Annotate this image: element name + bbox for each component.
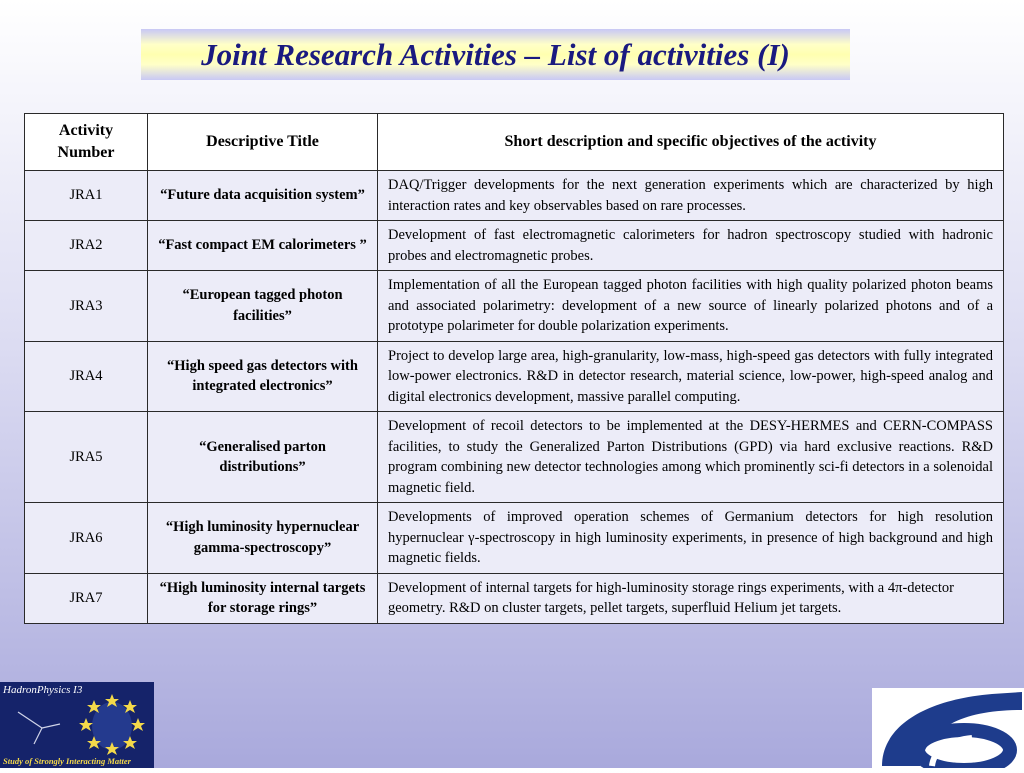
table-row [25, 221, 1004, 271]
activity-title: “High luminosity hypernuclear gamma-spectroscopy” [148, 503, 378, 574]
hadronphysics-logo [0, 682, 154, 768]
activity-number: JRA6 [25, 503, 148, 574]
table-row [25, 412, 1004, 503]
table-header-row [25, 114, 1004, 171]
activity-title: “High speed gas detectors with integrated electronics” [148, 341, 378, 412]
table-row [25, 573, 1004, 623]
table-row [25, 171, 1004, 221]
activity-number: JRA1 [25, 171, 148, 221]
activity-description: Developments of improved operation schemes of Germanium detectors for high resolution hypernuclear γ-spectroscopy in high luminosity experiments, in presence of high background and high magnetic fields. [378, 503, 1004, 574]
title-banner [141, 29, 850, 80]
activity-number: JRA4 [25, 341, 148, 412]
activity-number: JRA3 [25, 271, 148, 342]
activity-number: JRA2 [25, 221, 148, 271]
logo-top-text: HadronPhysics I3 [3, 684, 83, 696]
activity-description: DAQ/Trigger developments for the next generation experiments which are characterized by high interaction rates and key observables based on rare processes. [378, 171, 1004, 221]
table-row [25, 271, 1004, 342]
activity-title: “Generalised parton distributions” [148, 412, 378, 503]
activity-number: JRA5 [25, 412, 148, 503]
activity-title: “Future data acquisition system” [148, 171, 378, 221]
activity-number: JRA7 [25, 573, 148, 623]
fp6-logo-icon [872, 688, 1024, 768]
logo-bottom-text: Study of Strongly Interacting Matter [3, 756, 131, 766]
activity-title: “European tagged photon facilities” [148, 271, 378, 342]
activity-description: Development of internal targets for high-luminosity storage rings experiments, with a 4π-detector geometry. R&D on cluster targets, pellet targets, superfluid Helium jet targets. [378, 573, 1004, 623]
activities-table [24, 113, 1004, 624]
header-short-description: Short description and specific objectives of the activity [378, 114, 1004, 171]
header-activity-number: Activity Number [25, 114, 148, 171]
activity-description: Development of recoil detectors to be implemented at the DESY-HERMES and CERN-COMPASS facilities, to study the Generalized Parton Distributions (GPD) via hard exclusive reactions. R&D program combining new detector technologies among which prominently sci-fi detectors in a solenoidal magnetic field. [378, 412, 1004, 503]
activity-description: Project to develop large area, high-granularity, low-mass, high-speed gas detectors with fully integrated low-power electronics. R&D in detector research, material science, low-power, high-speed analog and digital electronics development, massive parallel computing. [378, 341, 1004, 412]
table-row [25, 503, 1004, 574]
header-descriptive-title: Descriptive Title [148, 114, 378, 171]
activity-title: “Fast compact EM calorimeters ” [148, 221, 378, 271]
activity-title: “High luminosity internal targets for storage rings” [148, 573, 378, 623]
fp6-logo [872, 688, 1024, 768]
table-row [25, 341, 1004, 412]
activity-description: Development of fast electromagnetic calorimeters for hadron spectroscopy studied with hadronic probes and electromagnetic probes. [378, 221, 1004, 271]
activity-description: Implementation of all the European tagged photon facilities with high quality polarized photon beams and associated polarimetry: development of a new source of linearly polarized photons and of a prototype polarimeter for double polarization experiments. [378, 271, 1004, 342]
page-title: Joint Research Activities – List of activities (I) [201, 36, 790, 72]
